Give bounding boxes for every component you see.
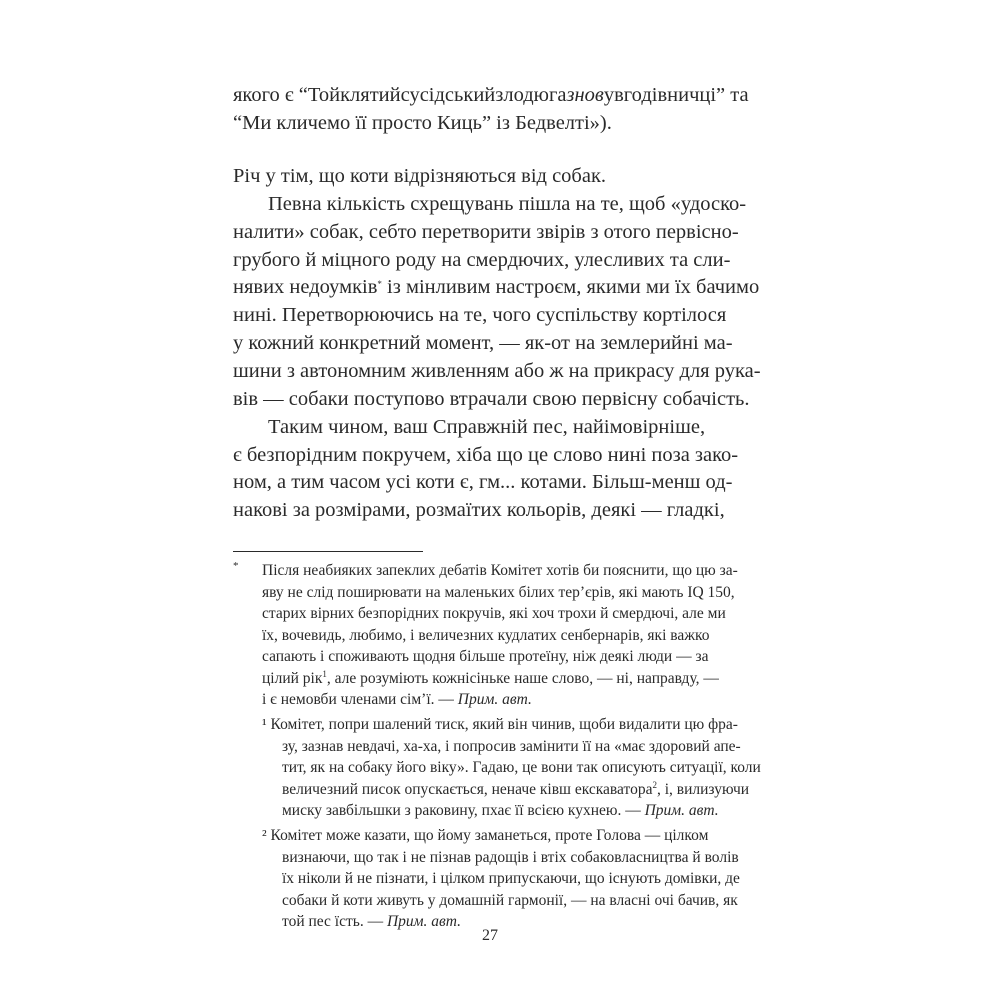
footnote-line: той пес їсть. — Прим. авт. (282, 913, 462, 930)
footnote-ref: 2 (652, 780, 657, 790)
footnote-line: тит, як на собаку його віку». Гадаю, це вони так описують ситуації, коли (282, 759, 761, 776)
footnote-line: яву не слід поширювати на маленьких білих тер’єрів, які мають IQ 150, (262, 584, 735, 601)
footnote-ref: * (377, 279, 382, 289)
body-line: якого є “Тойклятийсусідськийзлодюгазновувгодівничці” та (233, 84, 749, 106)
body-line: нині. Перетворюючись на те, чого суспільству кортілося (233, 304, 727, 326)
footnote-line: ² Комітет може казати, що йому заманеться, проте Голова — цілком (262, 827, 709, 844)
footnote-line: цілий рік$^1$, але розуміють кожнісіньке наше слово, — ні, направду, — (262, 669, 719, 687)
body-line: є безпорідним покручем, хіба що це слово нині поза зако- (233, 444, 739, 466)
footnote-line: ¹ Комітет, попри шалений тиск, який він чинив, щоби видалити цю фра- (262, 716, 738, 733)
body-line: у кожний конкретний момент, — як-от на землерийні ма- (233, 332, 733, 354)
footnote-ref: 1 (322, 669, 327, 679)
footnote-line: їх ніколи й не пізнати, і цілком припускаючи, що існують домівки, де (282, 870, 740, 887)
footnote-line: собаки й коти живуть у домашній гармонії, — на власні очі бачив, як (282, 892, 738, 909)
body-line: Певна кількість схрещувань пішла на те, щоб «удоско- (268, 193, 747, 215)
footnote-line: старих вірних безпорідних покручів, які хоч трохи й смердючі, але ми (262, 605, 726, 622)
footnote-line: визнаючи, що так і не пізнав радощів і втіх собаковласництва й волів (282, 849, 739, 866)
footnote-line: і є немовби членами сім’ї. — Прим. авт. (262, 691, 532, 708)
body-line: ном, а тим часом усі коти є, гм... котами. Більш-менш од- (233, 471, 733, 493)
body-line: вів — собаки поступово втрачали свою первісну собачість. (233, 388, 750, 410)
footnote-line: сапають і споживають щодня більше протеїну, ніж деякі люди — за (262, 648, 709, 665)
body-line: Річ у тім, що коти відрізняються від собак. (233, 165, 607, 187)
footnote-line: зу, зазнав невдачі, ха-ха, і попросив замінити її на «має здоровий апе- (282, 738, 741, 755)
footnote-line: Після неабияких запеклих дебатів Комітет хотів би пояснити, що цю за- (262, 562, 738, 579)
footnote-line: їх, вочевидь, любимо, і величезних кудлатих сенбернарів, які важко (262, 627, 710, 644)
body-line: накові за розмірами, розмаїтих кольорів, деякі — гладкі, (233, 499, 725, 521)
body-line: грубого й міцного роду на смердючих, улесливих та сли- (233, 249, 731, 271)
page-number: 27 (482, 927, 498, 944)
footnote-divider (233, 551, 423, 552)
footnote-marker: * (233, 560, 239, 572)
body-line: Таким чином, ваш Справжній пес, найімовірніше, (268, 416, 706, 438)
body-line: налити» собак, себто перетворити звірів з отого первісно- (233, 221, 739, 243)
body-line: шини з автономним живленням або ж на прикрасу для рука- (233, 360, 761, 382)
footnote-line: величезний писок опускається, неначе ківш екскаватора$^2$, і, вилизуючи (282, 780, 750, 798)
body-line: “Ми кличемо її просто Киць” із Бедвелті»). (233, 112, 612, 134)
footnote-line: миску завбільшки з раковину, пхає її всією кухнею. — Прим. авт. (282, 802, 719, 819)
body-line: нявих недоумків* із мінливим настроєм, якими ми їх бачимо (233, 276, 760, 298)
